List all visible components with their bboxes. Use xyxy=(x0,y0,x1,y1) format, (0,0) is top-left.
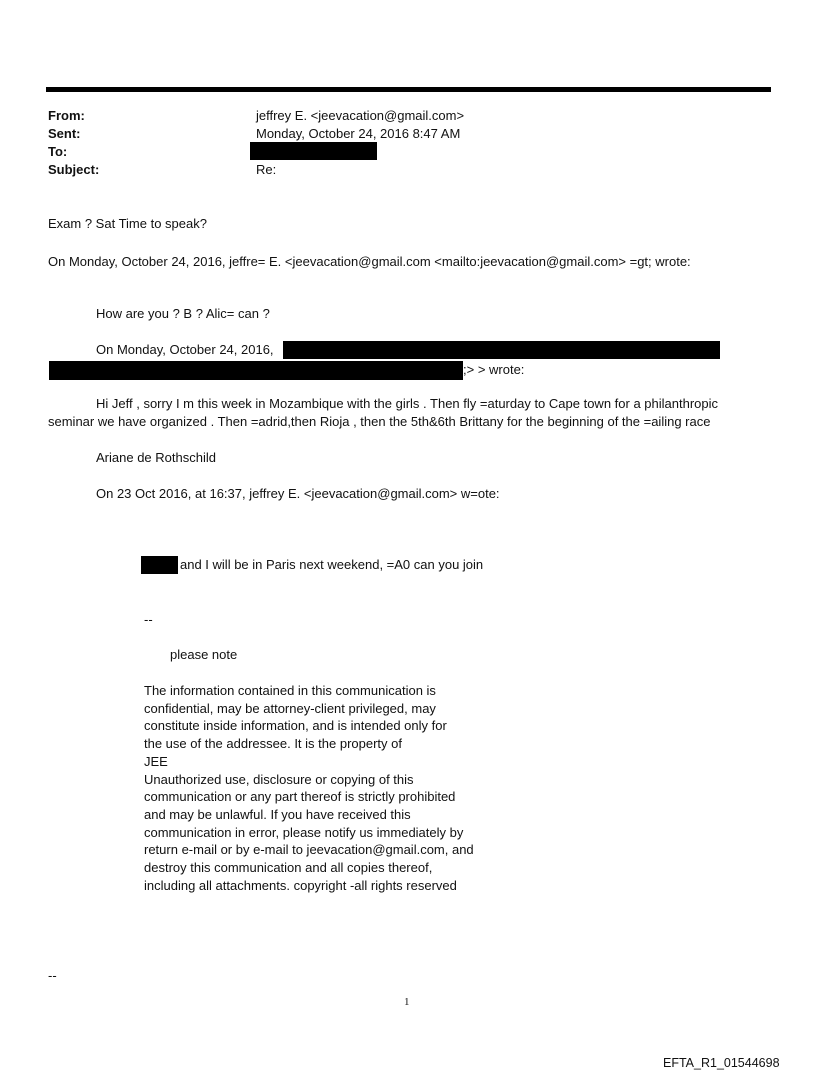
disclaimer-line: confidential, may be attorney-client privileged, may xyxy=(144,700,436,716)
signature: Ariane de Rothschild xyxy=(96,450,216,465)
please-note: please note xyxy=(170,647,238,662)
body-line-on-monday: On Monday, October 24, 2016, xyxy=(96,342,274,357)
redaction-line-1 xyxy=(283,341,720,359)
sent-value: Monday, October 24, 2016 8:47 AM xyxy=(256,126,461,141)
disclaimer-line: JEE xyxy=(144,753,168,769)
disclaimer-line: constitute inside information, and is intended only for xyxy=(144,718,447,734)
disclaimer-line: The information contained in this communication is xyxy=(144,683,436,698)
from-label: From: xyxy=(48,108,85,123)
trailing-dashes: -- xyxy=(48,968,57,983)
body-line-on-23-oct: On 23 Oct 2016, at 16:37, jeffrey E. <jeevacation@gmail.com> w=ote: xyxy=(96,486,500,501)
body-line-paris: and I will be in Paris next weekend, =A0 can you join xyxy=(180,557,484,572)
disclaimer-block xyxy=(144,682,504,894)
disclaimer-line: communication in error, please notify us immediately by xyxy=(144,824,464,840)
redaction-line-2 xyxy=(49,361,463,380)
body-line-wrote: ;> > wrote: xyxy=(463,362,525,377)
disclaimer-line: return e-mail or by e-mail to jeevacation@gmail.com, and xyxy=(144,842,474,858)
redaction-name xyxy=(141,556,178,574)
body-line-seminar: seminar we have organized . Then =adrid,then Rioja , then the 5th&6th Brittany for the beginning of the =ailing race xyxy=(48,414,711,429)
disclaimer-line: Unauthorized use, disclosure or copying of this xyxy=(144,771,414,787)
redaction-to xyxy=(250,142,377,160)
subject-value: Re: xyxy=(256,162,277,177)
disclaimer-line: including all attachments. copyright -all rights reserved xyxy=(144,877,457,893)
disclaimer-line: and may be unlawful. If you have received this xyxy=(144,806,411,822)
from-value: jeffrey E. <jeevacation@gmail.com> xyxy=(256,108,465,123)
to-label: To: xyxy=(48,144,68,159)
header-rule xyxy=(46,87,771,92)
body-line-hi-jeff: Hi Jeff , sorry I m this week in Mozambique with the girls . Then fly =aturday to Cape town for a philanthropic xyxy=(96,396,719,411)
disclaimer-line: communication or any part thereof is strictly prohibited xyxy=(144,789,456,805)
body-line-how-are-you: How are you ? B ? Alic= can ? xyxy=(96,306,270,321)
subject-label: Subject: xyxy=(48,162,100,177)
sent-label: Sent: xyxy=(48,126,81,141)
body-line-quoted-header: On Monday, October 24, 2016, jeffre= E. <jeevacation@gmail.com <mailto:jeevacation@gmail.com> =gt; wrote: xyxy=(48,254,691,269)
document-id: EFTA_R1_01544698 xyxy=(663,1056,780,1070)
separator-dashes: -- xyxy=(144,612,153,627)
disclaimer-line: destroy this communication and all copies thereof, xyxy=(144,860,433,876)
body-line-exam: Exam ? Sat Time to speak? xyxy=(48,216,207,231)
disclaimer-line: the use of the addressee. It is the property of xyxy=(144,736,402,752)
page-number: 1 xyxy=(404,996,410,1008)
